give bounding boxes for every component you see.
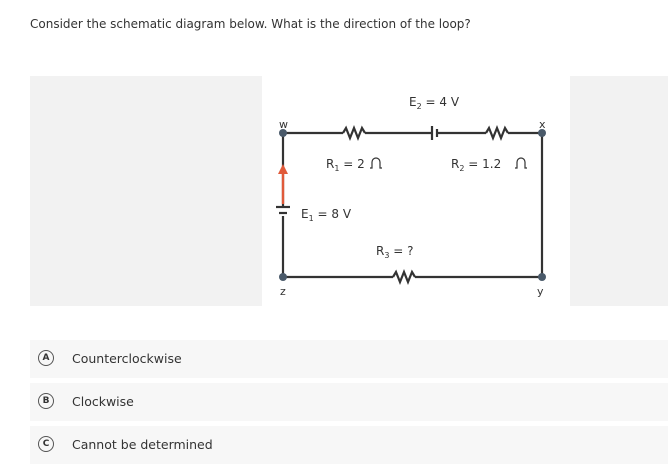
option-a-text: Counterclockwise — [72, 351, 182, 366]
r3-subscript: 3 — [384, 251, 390, 260]
option-a-letter: A — [38, 350, 54, 366]
circuit-nodes — [279, 129, 546, 281]
ohm-icon — [515, 158, 527, 168]
r1-symbol: R — [326, 157, 335, 171]
circuit-diagram — [262, 76, 570, 306]
r2-value: = 1.2 — [464, 157, 502, 171]
circuit-svg — [262, 76, 570, 306]
resistor-r3 — [393, 272, 415, 282]
question-text: Consider the schematic diagram below. What is the direction of the loop? — [30, 17, 471, 31]
figure-background-left — [30, 76, 262, 306]
resistor-r2 — [486, 128, 508, 138]
option-c[interactable] — [30, 426, 668, 464]
r2-subscript: 2 — [459, 164, 465, 173]
e2-value: = 4 V — [421, 95, 460, 109]
option-b[interactable] — [30, 383, 668, 421]
r3-label — [376, 244, 414, 260]
node-z-label: z — [280, 285, 286, 298]
r2-symbol: R — [451, 157, 460, 171]
circuit-wires — [283, 126, 542, 282]
e1-value: = 8 V — [313, 207, 352, 221]
e2-label — [409, 95, 460, 111]
r3-symbol: R — [376, 244, 385, 258]
resistor-r1 — [343, 128, 365, 138]
r2-label — [451, 157, 501, 173]
node-w-label: w — [279, 118, 288, 131]
e2-subscript: 2 — [416, 102, 422, 111]
figure-background-right — [570, 76, 668, 306]
node-x-label: x — [539, 118, 546, 131]
e2-symbol: E — [409, 95, 417, 109]
r3-value: = ? — [389, 244, 414, 258]
battery-e1 — [276, 207, 290, 213]
option-b-letter: B — [38, 393, 54, 409]
e1-symbol: E — [301, 207, 309, 221]
option-a[interactable] — [30, 340, 668, 378]
e1-label — [301, 207, 352, 223]
e1-subscript: 1 — [308, 214, 314, 223]
r1-label — [326, 157, 365, 173]
r1-value: = 2 — [339, 157, 365, 171]
current-arrow — [278, 164, 288, 204]
option-c-text: Cannot be determined — [72, 437, 213, 452]
r1-subscript: 1 — [334, 164, 340, 173]
option-c-letter: C — [38, 436, 54, 452]
option-b-text: Clockwise — [72, 394, 134, 409]
node-y-label: y — [537, 285, 544, 298]
ohm-icon — [370, 158, 382, 168]
